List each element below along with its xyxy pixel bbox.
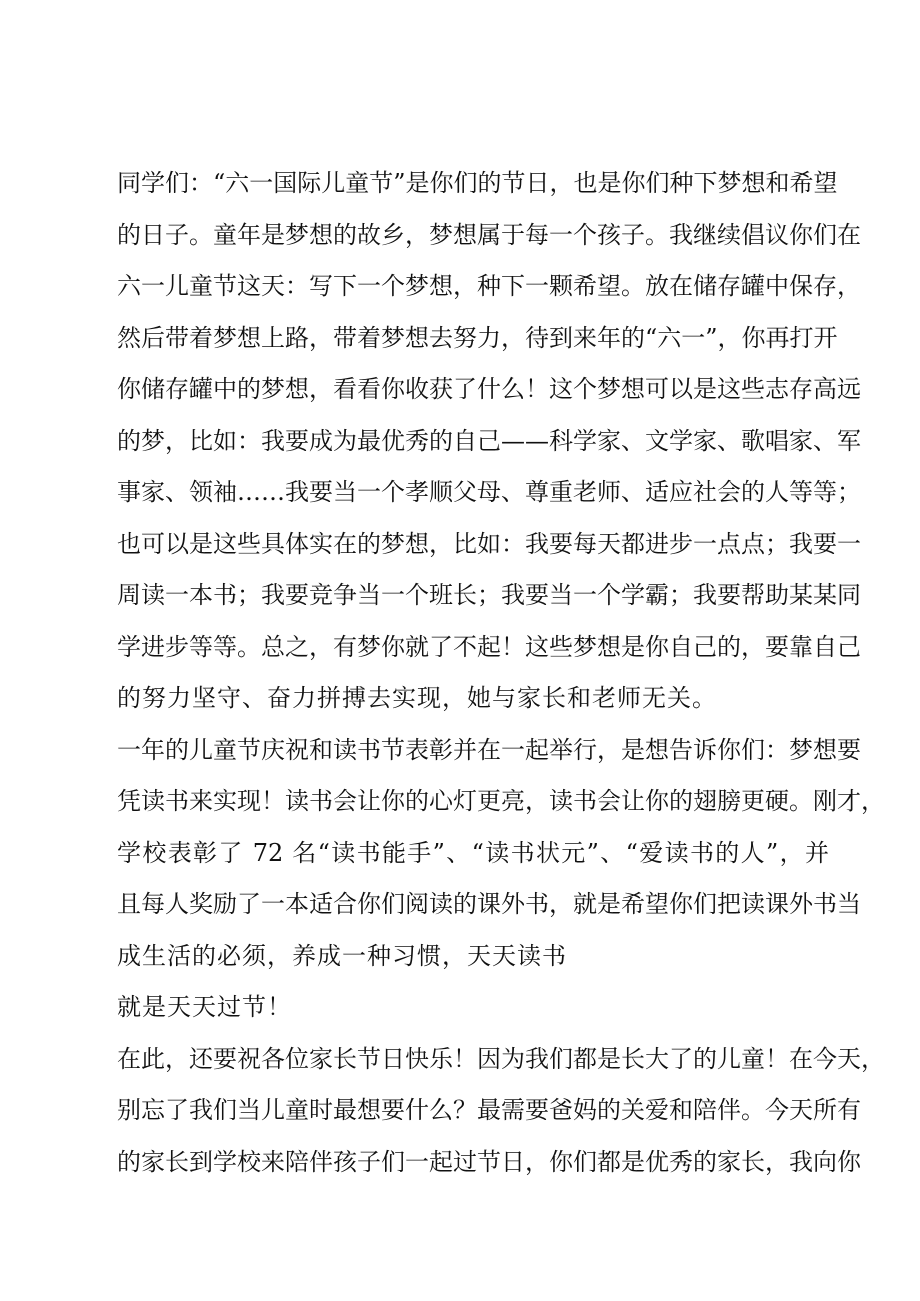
text-line: 一年的儿童节庆祝和读书节表彰并在一起举行，是想告诉你们：梦想要	[117, 736, 861, 764]
text-line: 学校表彰了 72 名“读书能手”、“读书状元”、“爱读书的人”，并	[117, 839, 829, 867]
text-line: 的日子。童年是梦想的故乡，梦想属于每一个孩子。我继续倡议你们在	[117, 221, 861, 249]
text-line: 的努力坚守、奋力拼搏去实现，她与家长和老师无关。	[117, 684, 717, 712]
text-line: 同学们：“六一国际儿童节”是你们的节日，也是你们种下梦想和希望	[117, 169, 838, 197]
text-line: 周读一本书；我要竞争当一个班长；我要当一个学霸；我要帮助某某同	[117, 581, 861, 609]
text-line: 且每人奖励了一本适合你们阅读的课外书，就是希望你们把读课外书当	[117, 890, 861, 918]
text-line: 六一儿童节这天：写下一个梦想，种下一颗希望。放在储存罐中保存，	[117, 272, 861, 300]
text-line: 成生活的必须，养成一种习惯，天天读书	[117, 942, 567, 970]
text-line: 你储存罐中的梦想，看看你收获了什么！这个梦想可以是这些志存高远	[117, 375, 861, 403]
text-line: 学进步等等。总之，有梦你就了不起！这些梦想是你自己的，要靠自己	[117, 633, 861, 661]
text-line: 就是天天过节！	[117, 993, 292, 1021]
text-line: 的梦，比如：我要成为最优秀的自己——科学家、文学家、歌唱家、军	[117, 427, 861, 455]
text-line: 在此，还要祝各位家长节日快乐！因为我们都是长大了的儿童！在今天，	[117, 1045, 885, 1073]
text-line: 别忘了我们当儿童时最想要什么？最需要爸妈的关爱和陪伴。今天所有	[117, 1096, 861, 1124]
text-line: 也可以是这些具体实在的梦想，比如：我要每天都进步一点点；我要一	[117, 530, 861, 558]
text-line: 凭读书来实现！读书会让你的心灯更亮，读书会让你的翅膀更硬。刚才，	[117, 787, 885, 815]
text-line: 的家长到学校来陪伴孩子们一起过节日，你们都是优秀的家长，我向你	[117, 1148, 861, 1176]
text-line: 事家、领袖……我要当一个孝顺父母、尊重老师、适应社会的人等等；	[117, 478, 861, 506]
text-line: 然后带着梦想上路，带着梦想去努力，待到来年的“六一”，你再打开	[117, 324, 838, 352]
